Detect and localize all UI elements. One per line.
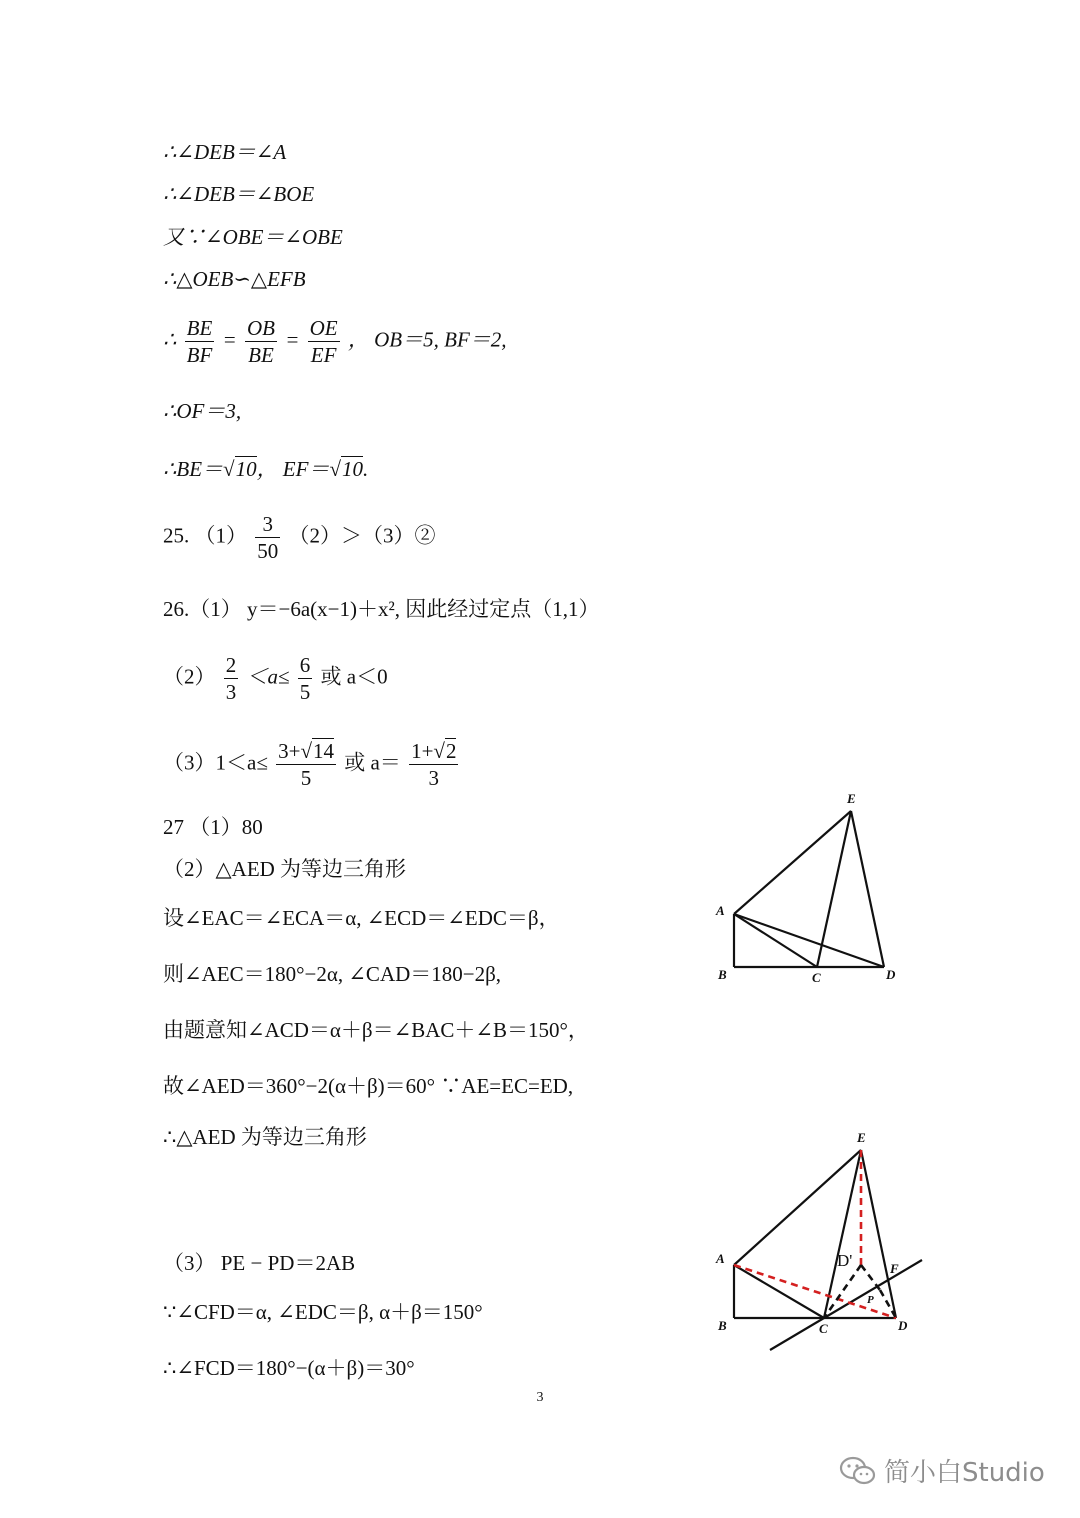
geometry-figure-2 xyxy=(700,1120,940,1360)
proof-line-2: ∴∠DEB＝∠BOE xyxy=(163,182,315,206)
sqrt-radicand: 10 xyxy=(342,457,363,481)
fraction-1-sqrt2-over-3 xyxy=(409,738,458,791)
answer-26-part3 xyxy=(163,738,461,791)
therefore-symbol: ∴ xyxy=(163,327,177,352)
segment-ac xyxy=(734,914,817,967)
fraction-3-50 xyxy=(255,511,280,564)
answer-27-part1: 27 （1）80 xyxy=(163,815,263,839)
page-number: 3 xyxy=(536,1390,544,1405)
fraction-denominator: EF xyxy=(310,343,337,367)
or-connector: 或 a＝ xyxy=(344,750,401,775)
fraction-numerator: 6 xyxy=(299,653,311,677)
fraction-numerator: 2 xyxy=(225,653,237,677)
fraction-numerator xyxy=(409,738,458,765)
dashed-segment-d-prime-p xyxy=(861,1265,880,1290)
segment-ec xyxy=(824,1150,861,1318)
fraction-numerator: OE xyxy=(309,316,338,340)
label-e: E xyxy=(857,1130,866,1145)
fraction-denominator: BE xyxy=(248,343,274,367)
part-label: （2） xyxy=(163,664,216,689)
label-a: A xyxy=(716,1251,725,1266)
sqrt-radicand: 2 xyxy=(445,739,457,763)
fraction-numerator xyxy=(276,738,336,765)
answer-27-line4: 则∠AEC＝180°−2α, ∠CAD＝180−2β, xyxy=(163,962,502,986)
segment-ed xyxy=(851,811,884,967)
watermark-text: 简小白Studio xyxy=(884,1458,1045,1488)
period: . xyxy=(363,457,369,481)
answer-27-line5: 由题意知∠ACD＝α＋β＝∠BAC＋∠B＝150°， xyxy=(163,1018,589,1042)
sqrt-radicand: 10 xyxy=(235,457,257,481)
fraction-numerator: 3 xyxy=(255,511,280,538)
equals-sign: = xyxy=(222,327,237,352)
label-b: B xyxy=(718,1318,727,1333)
part-label: （3）1＜a≤ xyxy=(163,750,268,775)
fraction-oe-ef xyxy=(308,315,340,368)
sqrt-symbol: √ xyxy=(300,739,312,763)
segment-ad xyxy=(734,914,884,967)
fraction-2-3 xyxy=(224,652,239,705)
label-f: F xyxy=(890,1261,899,1276)
label-p: P xyxy=(867,1294,874,1306)
answer-25-label: 25. （1） xyxy=(163,523,247,548)
proof-line-1: ∴∠DEB＝∠A xyxy=(163,140,287,164)
fraction-numerator: OB xyxy=(246,316,275,340)
label-c: C xyxy=(819,1321,828,1336)
label-b: B xyxy=(718,967,727,982)
proof-line-6: ∴OF＝3, xyxy=(163,399,242,423)
label-a: A xyxy=(716,903,725,918)
fraction-denominator: 3 xyxy=(428,766,439,790)
proof-line-7 xyxy=(163,456,368,482)
fraction-3-sqrt14-over-5 xyxy=(276,738,336,791)
answer-27-line9: ∵∠CFD＝α, ∠EDC＝β, α＋β＝150° xyxy=(163,1300,483,1324)
answer-27-line10: ∴∠FCD＝180°−(α＋β)＝30° xyxy=(163,1356,415,1380)
fraction-denominator: BF xyxy=(186,343,213,367)
proof-line-4: ∴△OEB∽△EFB xyxy=(163,267,306,291)
segment-ec xyxy=(817,811,851,967)
alternative-condition: 或 a＜0 xyxy=(320,664,388,689)
wechat-icon xyxy=(838,1455,878,1487)
segment-ae xyxy=(734,1150,861,1265)
label-c: C xyxy=(812,970,821,985)
answer-27-part2: （2）△AED 为等边三角形 xyxy=(163,857,407,881)
sqrt-symbol: √ xyxy=(329,457,341,481)
answer-26-part1: 26.（1） y＝−6a(x−1)＋x², 因此经过定点（1,1） xyxy=(163,597,600,621)
fraction-denominator: 50 xyxy=(257,539,279,563)
proof-line-5 xyxy=(163,315,507,368)
segment-ac xyxy=(734,1265,824,1318)
fraction-be-bf xyxy=(185,315,215,368)
label-d-prime: D' xyxy=(837,1251,853,1270)
answer-26-part2 xyxy=(163,652,388,705)
numerator-term: 1+ xyxy=(411,739,434,763)
fraction-denominator: 5 xyxy=(299,680,311,704)
line-through-c xyxy=(770,1260,922,1350)
answer-27-line3: 设∠EAC＝∠ECA＝α, ∠ECD＝∠EDC＝β， xyxy=(163,906,560,930)
answer-27-line7: ∴△AED 为等边三角形 xyxy=(163,1125,367,1149)
sqrt-symbol: √ xyxy=(223,457,235,481)
segment-ae xyxy=(734,811,851,914)
sqrt-symbol: √ xyxy=(433,739,445,763)
fraction-6-5 xyxy=(298,652,313,705)
inequality: ＜a≤ xyxy=(246,664,290,689)
watermark xyxy=(838,1452,1045,1489)
answer-27-part3: （3） PE − PD＝2AB xyxy=(163,1251,356,1275)
answer-25-rest: （2）＞（3）② xyxy=(288,523,436,548)
fraction-numerator: BE xyxy=(186,316,213,340)
fraction-denominator: 5 xyxy=(300,766,312,790)
numerator-term: 3+ xyxy=(278,739,301,763)
fraction-ob-be xyxy=(245,315,277,368)
dashed-segment-ad xyxy=(734,1265,896,1318)
ef-label: ， EF＝ xyxy=(256,457,330,481)
be-label: ∴BE＝ xyxy=(163,457,224,481)
equals-sign: = xyxy=(285,327,300,352)
fraction-denominator: 3 xyxy=(225,680,237,704)
label-d: D xyxy=(898,1318,908,1333)
proof-line-3: 又∵∠OBE＝∠OBE xyxy=(163,225,343,249)
answer-27-line6: 故∠AED＝360°−2(α＋β)＝60° ∵AE=EC=ED, xyxy=(163,1074,574,1098)
given-values: ， OB＝5, BF＝2, xyxy=(347,327,507,352)
label-d: D xyxy=(886,967,896,982)
answer-25 xyxy=(163,511,436,564)
sqrt-radicand: 14 xyxy=(312,739,334,763)
geometry-figure-1 xyxy=(700,780,920,990)
label-e: E xyxy=(847,791,856,806)
